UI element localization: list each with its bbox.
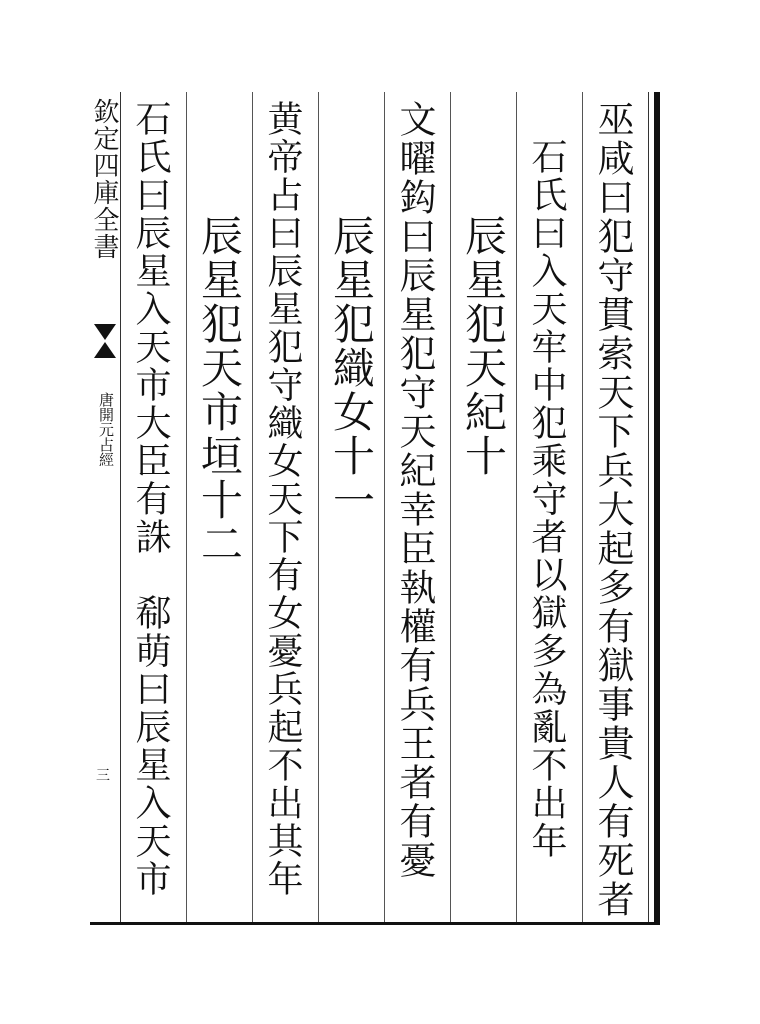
frame-border-bottom (90, 922, 660, 925)
frame-border-right-inner (648, 92, 649, 922)
text-column-8: 石氏曰辰星入天市大臣有誅 郗萌曰辰星入天市 (130, 100, 171, 898)
column-divider (252, 92, 253, 922)
text-column-5: 辰星犯織女十一 (327, 214, 376, 522)
text-column-1: 巫咸曰犯守貫索天下兵大起多有獄事貴人有死者 (591, 100, 634, 919)
text-column-3: 辰星犯天紀十 (459, 214, 508, 478)
text-column-7: 辰星犯天市垣十二 (195, 214, 244, 566)
book-title: 欽定四庫全書 (89, 98, 119, 260)
column-divider (582, 92, 583, 922)
column-divider (318, 92, 319, 922)
page-number: 三 (96, 768, 110, 784)
text-column-2: 石氏曰入天牢中犯乘守者以獄多為亂不出年 (526, 138, 567, 860)
column-divider (186, 92, 187, 922)
book-subtitle: 唐開元占經 (97, 392, 115, 467)
frame-border-right (654, 92, 660, 922)
text-column-6: 黄帝占曰辰星犯守織女天下有女憂兵起不出其年 (262, 100, 303, 898)
column-divider (384, 92, 385, 922)
fish-tail-mark-icon (92, 322, 118, 360)
text-column-4: 文曜鈎曰辰星犯守天紀幸臣執權有兵王者有憂 (393, 100, 436, 880)
column-divider (450, 92, 451, 922)
column-divider (516, 92, 517, 922)
